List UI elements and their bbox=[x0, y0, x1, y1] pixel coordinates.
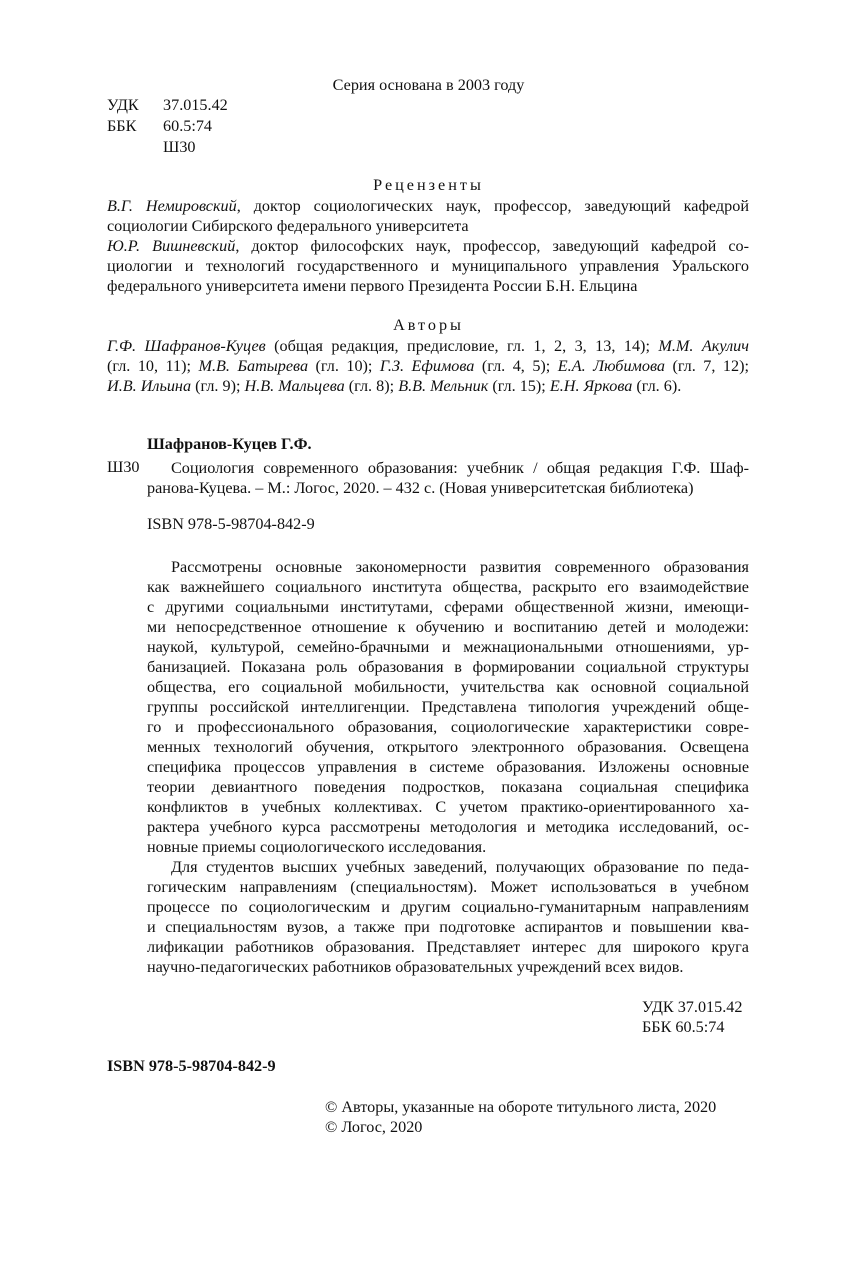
udk-value: 37.015.42 bbox=[163, 96, 228, 114]
isbn-bold: ISBN 978-5-98704-842-9 bbox=[107, 1057, 276, 1075]
bib-line1: Социология современного образования: учебник / общая редакция Г.Ф. Шаф- bbox=[171, 459, 749, 477]
reviewer-2-name: Ю.Р. Вишневский bbox=[107, 237, 236, 255]
reviewer-2-line1: Ю.Р. Вишневский, доктор философских наук, профессор, заведующий кафедрой со- bbox=[107, 237, 749, 255]
udk-label: УДК bbox=[107, 96, 139, 114]
authors-line1: Г.Ф. Шафранов-Куцев (общая редакция, предисловие, гл. 1, 2, 3, 13, 14); М.М. Акулич bbox=[107, 337, 749, 355]
authors-line3: И.В. Ильина (гл. 9); Н.В. Мальцева (гл. 8); В.В. Мельник (гл. 15); Е.Н. Яркова (гл. 6). bbox=[107, 377, 682, 395]
reviewer-1-line2: социологии Сибирского федерального университета bbox=[107, 217, 469, 235]
index-bbk: ББК 60.5:74 bbox=[642, 1018, 725, 1036]
bbk-label: ББК bbox=[107, 117, 137, 135]
bib-mark: Ш30 bbox=[107, 458, 140, 476]
copyright-authors: © Авторы, указанные на обороте титульного листа, 2020 bbox=[325, 1098, 717, 1116]
authors-line2: (гл. 10, 11); М.В. Батырева (гл. 10); Г.З. Ефимова (гл. 4, 5); Е.А. Любимова (гл. 7, 12); bbox=[107, 357, 749, 375]
copyright-publisher: © Логос, 2020 bbox=[325, 1118, 423, 1136]
reviewers-block bbox=[107, 196, 749, 296]
bbk-value: 60.5:74 bbox=[163, 117, 213, 135]
reviewer-2-line2: циологии и технологий государственного и муниципального управления Уральского bbox=[107, 257, 749, 275]
reviewer-2-line3: федерального университета имени первого Президента России Б.Н. Ельцина bbox=[107, 277, 638, 295]
authors-block bbox=[107, 336, 749, 396]
index-udk: УДК 37.015.42 bbox=[642, 998, 743, 1016]
reviewer-1-line1: В.Г. Немировский, доктор социологических наук, профессор, заведующий кафедрой bbox=[107, 197, 749, 215]
author-mark: Ш30 bbox=[163, 138, 196, 156]
reviewers-heading: Рецензенты bbox=[373, 176, 484, 194]
authors-heading: Авторы bbox=[393, 316, 464, 334]
abstract-p1: Рассмотрены основные закономерности развития современного образования как важнейшего социального института общества, раскрыто его взаимодействие с другими социальными институтами, сферами общественной жизни, имеющи- ми непосредственное отношение к обучению и воспитанию детей и молодежи: наукой, культурой, семейно-брачными и межнациональными отношениями, ур- банизацией. Показана роль образования в формировании социальной структуры общества, его социальной мобильности, учительства как основной социальной группы российской интеллигенции. Представлена типология учреждений обще- го и профессионального образования, социологические характеристики совре- менных технологий обучения, открытого электронного образования. Освещена специфика процессов управления в системе образования. Изложены основные теории девиантного поведения подростков, показана социальная специфика конфликтов в учебных коллективах. С учетом практико-ориентированного ха- рактера учебного курса рассмотрены методология и методика исследований, ос- новные приемы социологического исследования. bbox=[147, 558, 749, 856]
bib-description bbox=[147, 458, 749, 498]
bib-line2: ранова-Куцева. – М.: Логос, 2020. – 432 с. (Новая университетская библиотека) bbox=[147, 479, 694, 497]
book-author: Шафранов-Куцев Г.Ф. bbox=[147, 435, 312, 453]
isbn-line: ISBN 978-5-98704-842-9 bbox=[147, 515, 315, 533]
reviewer-1-name: В.Г. Немировский bbox=[107, 197, 237, 215]
series-note: Серия основана в 2003 году bbox=[332, 76, 525, 94]
abstract-p2: Для студентов высших учебных заведений, получающих образование по педа- гогическим направлениям (специальностям). Может использоваться в учебном процессе по социологическим и другим социально-гуманитарным направлениям и специальностям вузов, а также при подготовке аспирантов и повышении ква- лификации работников образования. Представляет интерес для широкого круга научно-педагогических работников образовательных учреждений всех видов. bbox=[147, 858, 749, 976]
